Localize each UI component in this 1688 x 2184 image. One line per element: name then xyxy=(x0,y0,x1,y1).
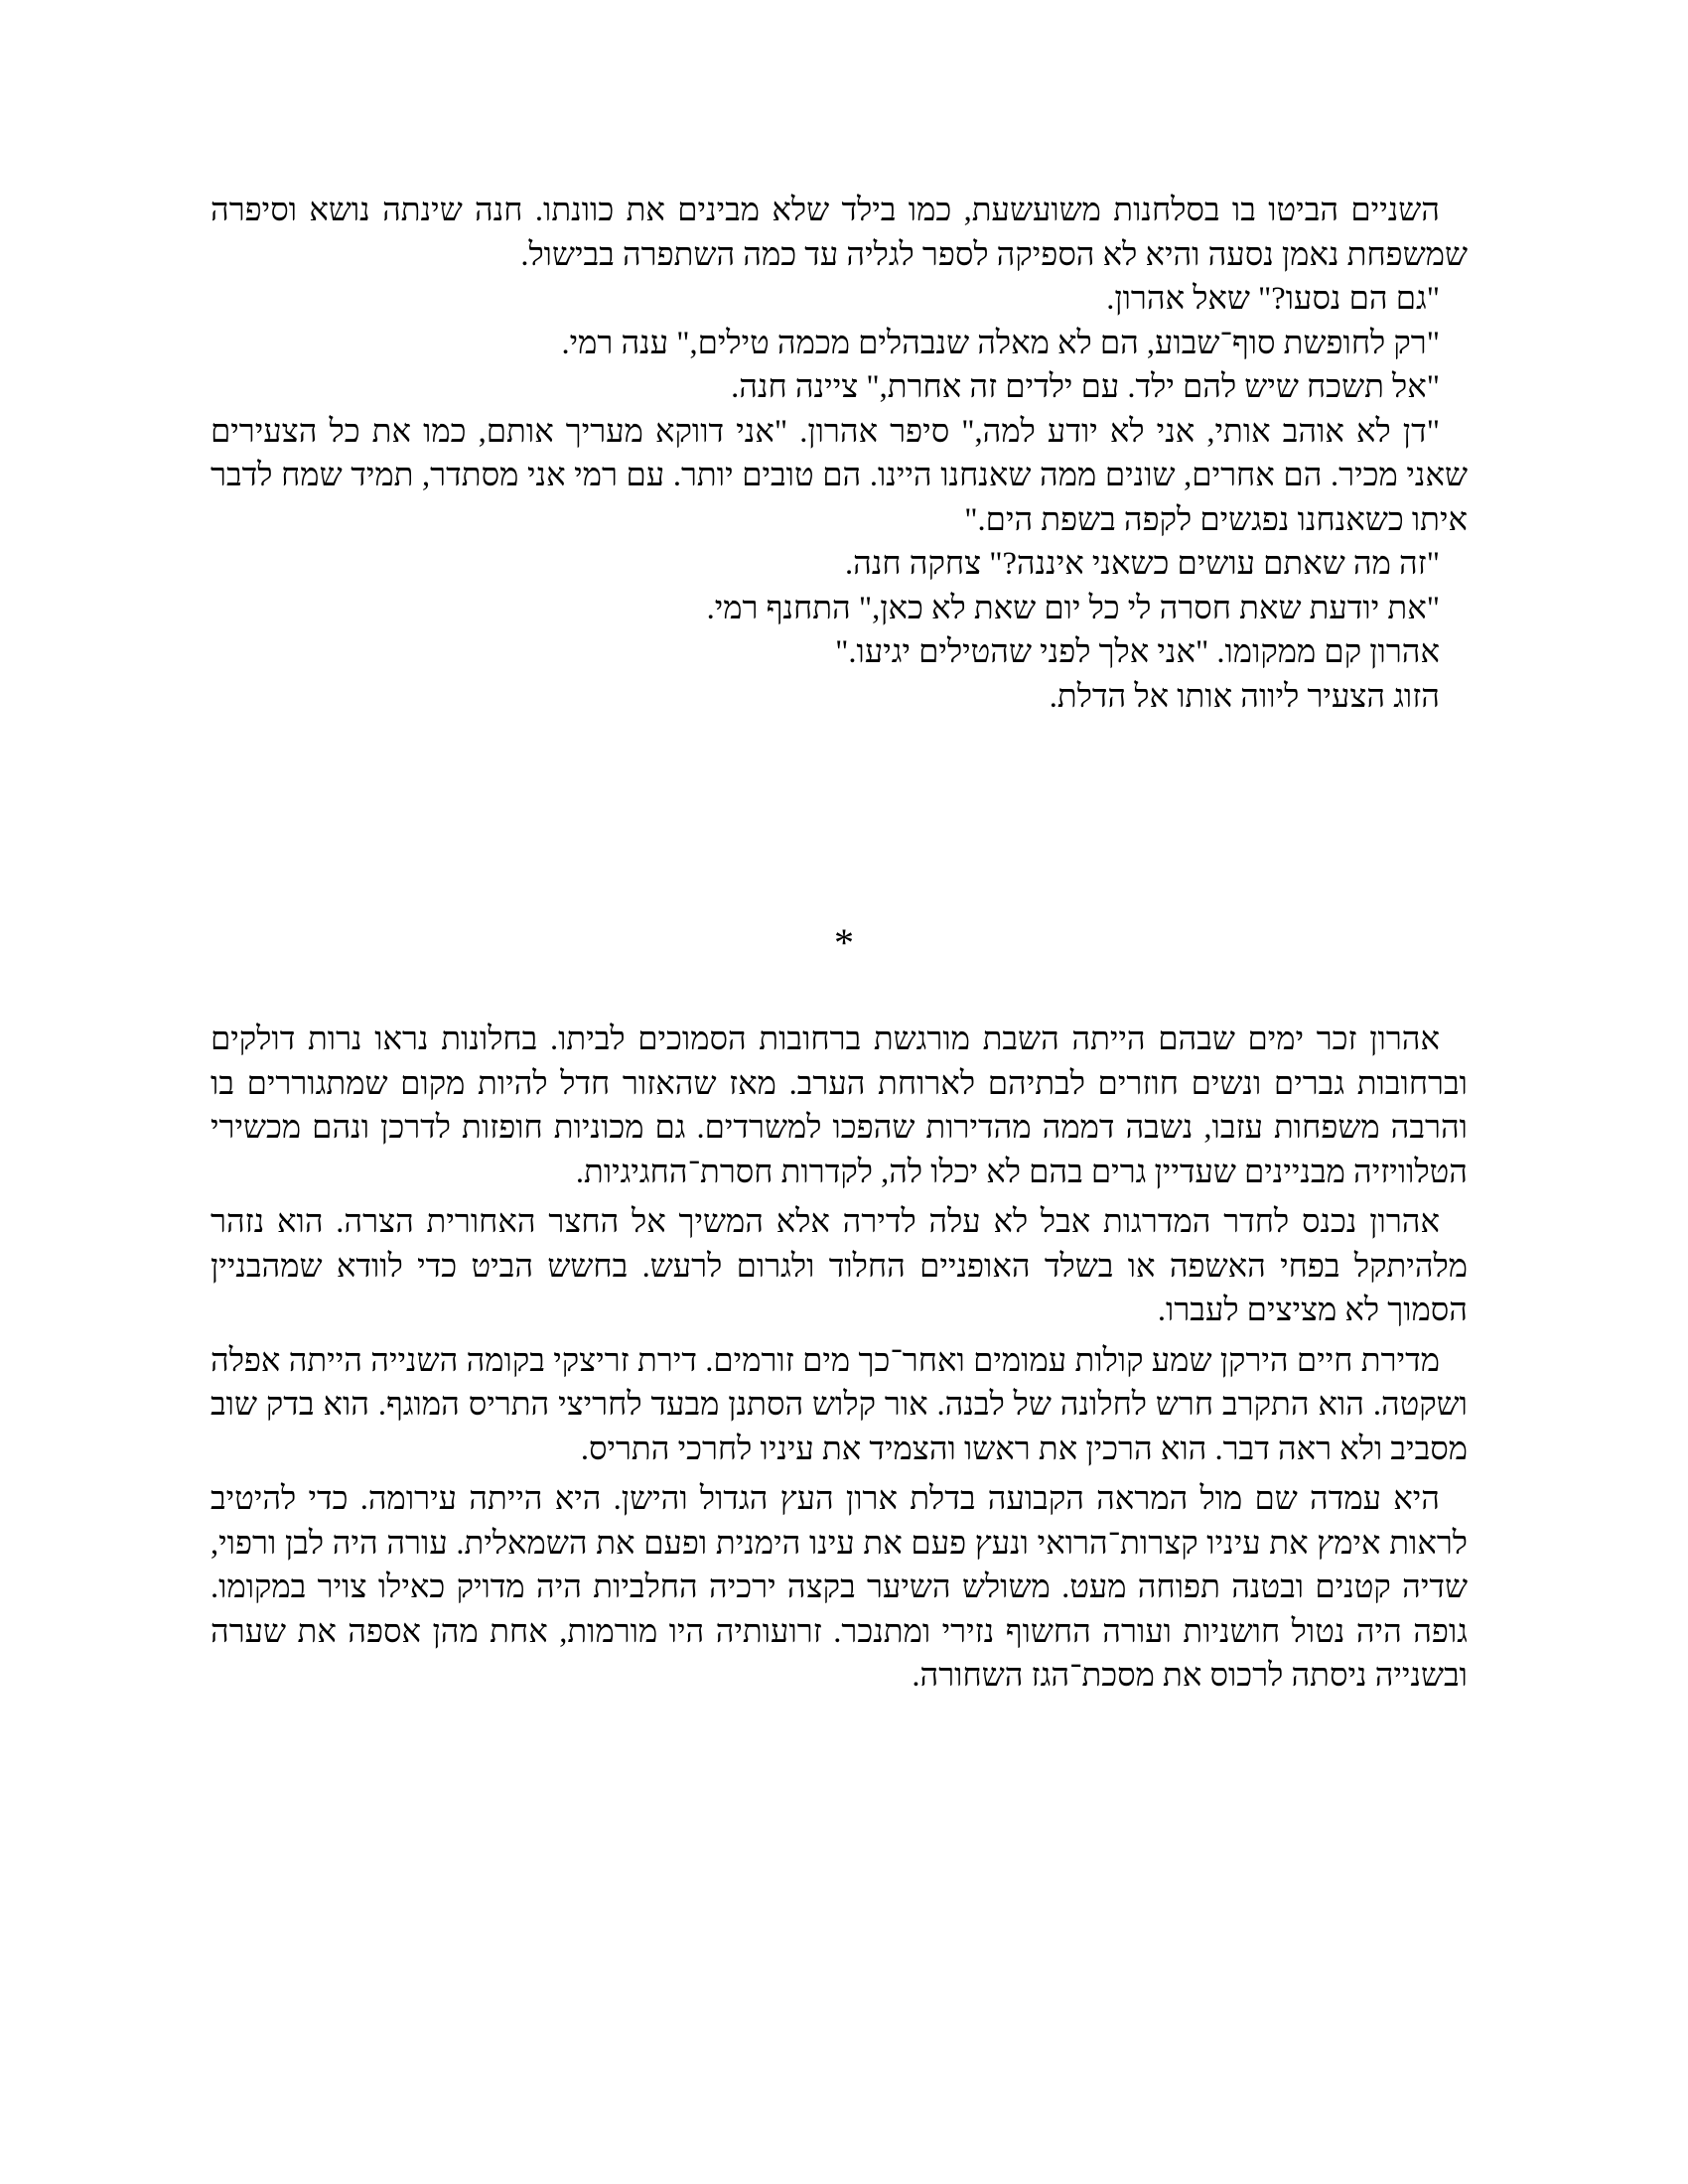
paragraph: "גם הם נסעו?" שאל אהרון. xyxy=(1106,281,1440,317)
paragraph: אהרון נכנס לחדר המדרגות אבל לא עלה לדירה אלא המשיך אל החצר האחורית הצרה. הוא נזהר מלהיתקל בפחי האשפה או בשלד האופניים החלוד ולגרום לרעש. בחשש הביט כדי לוודא שמהבניין הסמוך לא מציצים לעברו. xyxy=(211,1204,1468,1328)
paragraph: מדירת חיים הירקן שמע קולות עמומים ואחר־כך מים זורמים. דירת זריצקי בקומה השנייה הייתה אפלה ושקטה. הוא התקרב חרש לחלונה של לבנה. אור קלוש הסתנן מבעד לחריצי התריס המוגף. הוא בדק שוב מסביב ולא ראה דבר. הוא הרכין את ראשו והצמיד את עיניו לחרכי התריס. xyxy=(211,1342,1468,1467)
paragraph: "אל תשכח שיש להם ילד. עם ילדים זה אחרת," ציינה חנה. xyxy=(731,369,1440,405)
dialogue-section xyxy=(211,189,1468,719)
paragraph: "זה מה שאתם עושים כשאני איננה?" צחקה חנה. xyxy=(845,546,1440,582)
narrative-section xyxy=(211,1018,1468,1699)
paragraph: הזוג הצעיר ליווה אותו אל הדלת. xyxy=(1049,678,1440,715)
paragraph: "את יודעת שאת חסרה לי כל יום שאת לא כאן," התחנף רמי. xyxy=(706,590,1440,626)
paragraph: אהרון קם ממקומו. "אני אלך לפני שהטילים יגיעו." xyxy=(835,634,1440,670)
section-separator: * xyxy=(834,920,854,965)
paragraph: "רק לחופשת סוף־שבוע, הם לא מאלה שנבהלים מכמה טילים," ענה רמי. xyxy=(561,325,1440,361)
paragraph: "דן לא אוהב אותי, אני לא יודע למה," סיפר אהרון. "אני דווקא מעריך אותם, כמו את כל הצעירים שאני מכיר. הם אחרים, שונים ממה שאנחנו היינו. הם טובים יותר. עם רמי אני מסתדר, תמיד שמח לדבר איתו כשאנחנו נפגשים לקפה בשפת הים." xyxy=(211,413,1468,538)
paragraph: אהרון זכר ימים שבהם הייתה השבת מורגשת ברחובות הסמוכים לביתו. בחלונות נראו נרות דולקים וברחובות גברים ונשים חוזרים לבתיהם לארוחת הערב. מאז שהאזור חדל להיות מקום שמתגוררים בו והרבה משפחות עזבו, נשבה דממה מהדירות שהפכו למשרדים. גם מכוניות חופזות לדרכן ונהם מכשירי הטלוויזיה מבניינים שעדיין גרים בהם לא יכלו לה, לקדרות חסרת־החגיגיות. xyxy=(211,1022,1468,1190)
paragraph: היא עמדה שם מול המראה הקבועה בדלת ארון העץ הגדול והישן. היא הייתה עירומה. כדי להיטיב לראות אימץ את עיניו קצרות־הרואי ונעץ פעם את עינו הימנית ופעם את השמאלית. עורה היה לבן ורפוי, שדיה קטנים ובטנה תפוחה מעט. משולש השיער בקצה ירכיה החלביות היה מדויק כאילו צויר במקומו. גופה היה נטול חושניות ועורה החשוף נזירי ומתנכר. זרועותיה היו מורמות, אחת מהן אספה את שערה ובשנייה ניסתה לרכוס את מסכת־הגז השחורה. xyxy=(211,1481,1468,1694)
paragraph: השניים הביטו בו בסלחנות משועשעת, כמו בילד שלא מבינים את כוונתו. חנה שינתה נושא וסיפרה שמשפחת נאמן נסעה והיא לא הספיקה לספר לגליה עד כמה השתפרה בבישול. xyxy=(211,193,1468,273)
